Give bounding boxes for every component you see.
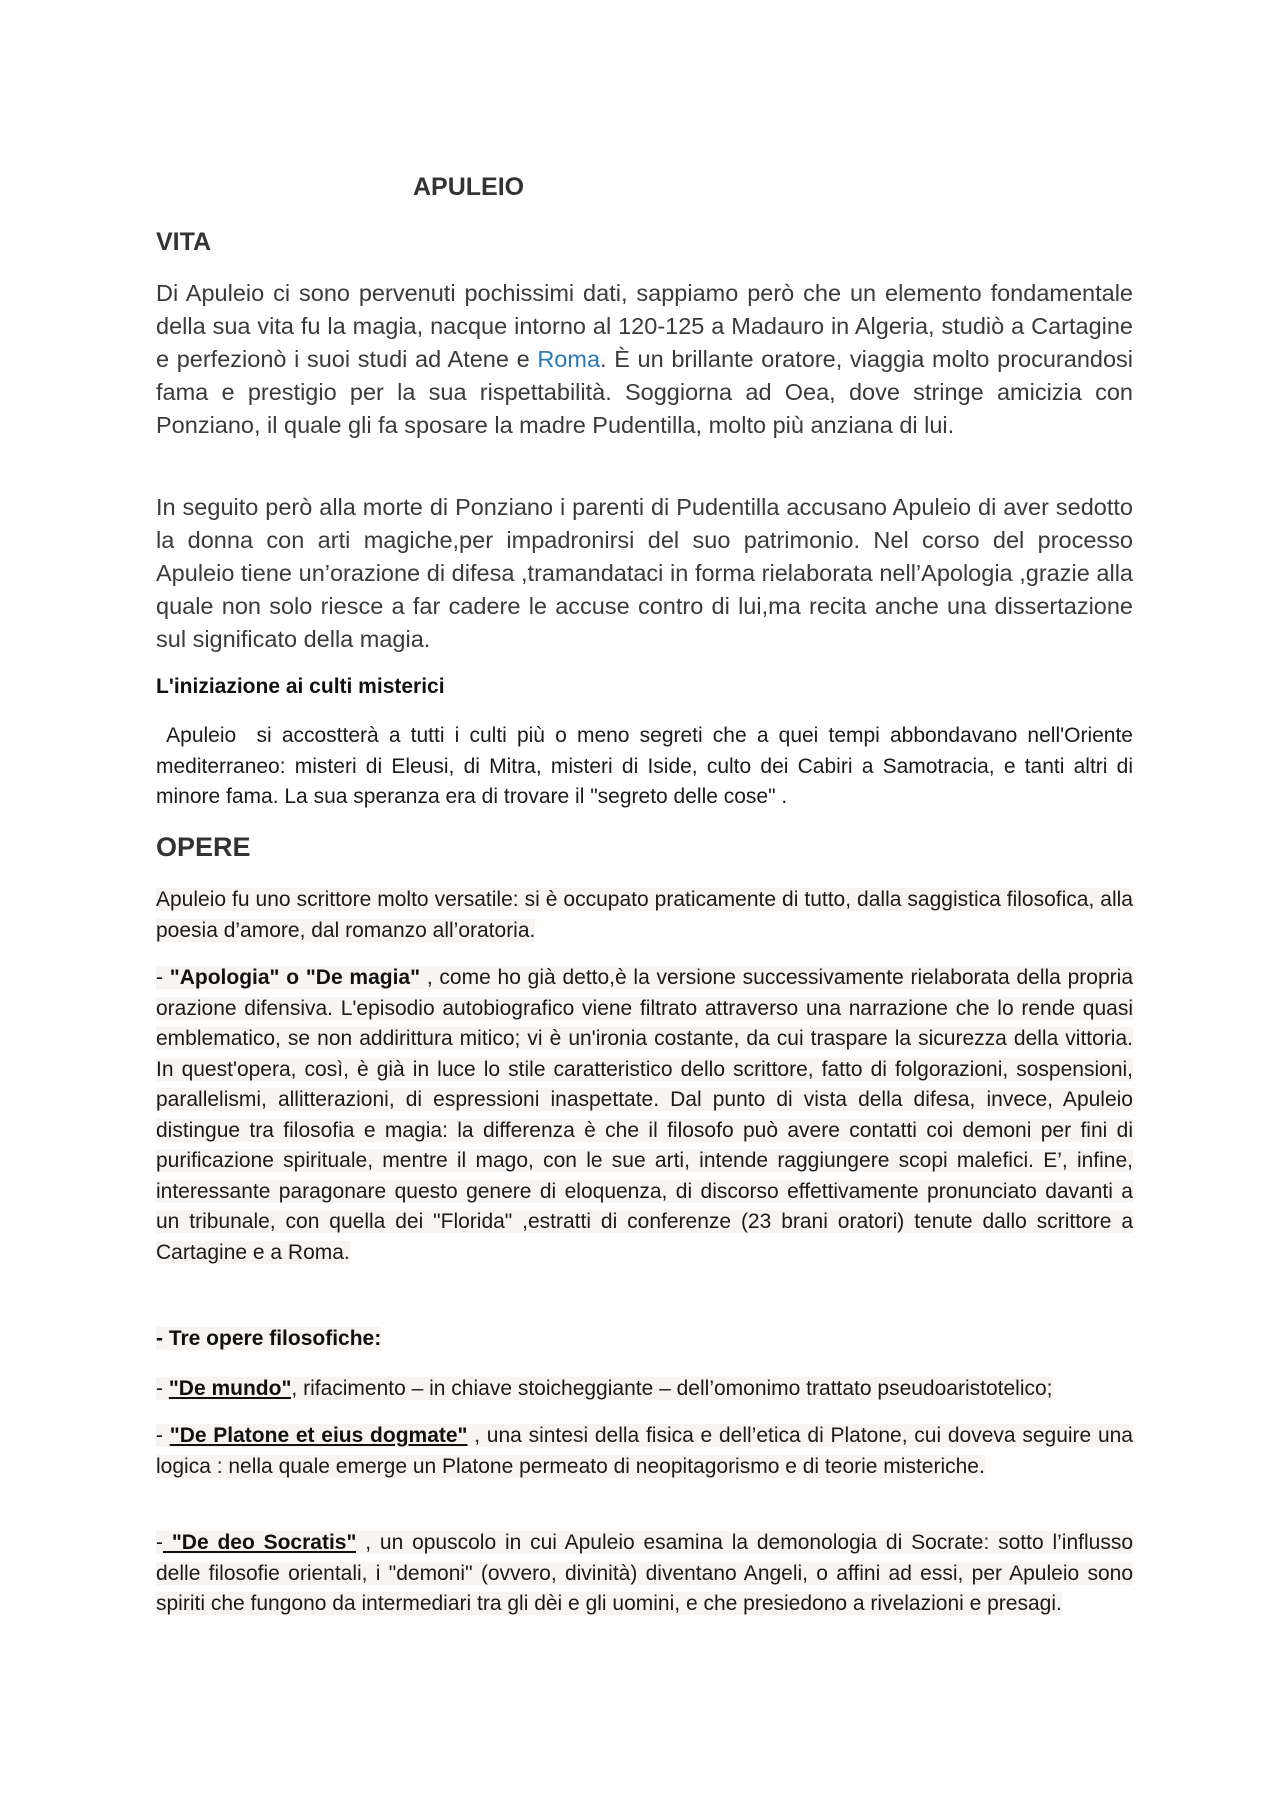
de-deo-text: , un opuscolo in cui Apuleio esamina la demonologia di Socrate: sotto l’influsso delle filosofie orientali, i "demoni" (ovvero, divinità) diventano Angeli, o affini ad essi, per Apuleio sono spiriti che fungono da intermediari tra gli dèi e gli uomini, e che presiedono a rivelazioni e presagi. <box>156 1531 1133 1615</box>
vita-paragraph-2: In seguito però alla morte di Ponziano i parenti di Pudentilla accusano Apuleio di aver sedotto la donna con arti magiche,per impadronirsi del suo patrimonio. Nel corso del processo Apuleio tiene un’orazione di difesa ,tramandataci in forma rielaborata nell’Apologia ,grazie alla quale non solo riesce a far cadere le accuse contro di lui,ma recita anche una dissertazione sul significato della magia. <box>156 494 1133 652</box>
de-deo-dash: - <box>156 1531 163 1554</box>
apologia-dash: - <box>156 966 170 989</box>
vita-p1-text: Di Apuleio ci sono pervenuti pochissimi dati, sappiamo però che un elemento fondamentale della sua vita fu la magia, nacque intorno al 120-125 a Madauro in Algeria, studiò a Cartagine e perfezionò i suoi studi ad Atene e <box>156 280 1133 372</box>
de-mundo-title: "De mundo" <box>168 1377 292 1400</box>
de-deo-paragraph <box>156 1528 1133 1620</box>
apologia-title: "Apologia" o "De magia" <box>169 966 421 989</box>
de-deo-title: "De deo Socratis" <box>163 1531 357 1554</box>
filosofiche-heading-text: - Tre opere filosofiche: <box>156 1327 382 1350</box>
vita-paragraph-1 <box>156 277 1133 442</box>
filosofiche-heading <box>156 1327 1133 1351</box>
de-platone-text: , una sintesi della fisica e dell’etica di Platone, cui doveva seguire una logica : nella quale emerge un Platone permeato di neopitagorismo e di teorie misteriche. <box>156 1424 1133 1478</box>
de-mundo-dash: - <box>156 1377 169 1400</box>
opere-intro-paragraph <box>156 885 1133 946</box>
apologia-text: , come ho già detto,è la versione successivamente rielaborata della propria orazione difensiva. L'episodio autobiografico viene filtrato attraverso una narrazione che lo rende quasi emblematico, se non addirittura mitico; vi è un'ironia costante, da cui traspare la sicurezza della vittoria. In quest'opera, così, è già in luce lo stile caratteristico dello scrittore, fatto di folgorazioni, sospensioni, parallelismi, allitterazioni, di espressioni inaspettate. Dal punto di vista della difesa, invece, Apuleio distingue tra filosofia e magia: la differenza è che il filosofo può avere contatti coi demoni per fini di purificazione spirituale, mentre il mago, con le sue arti, intende raggiungere scopi malefici. E’, infine, interessante paragonare questo genere di eloquenza, di discorso effettivamente pronunciato davanti a un tribunale, con quella dei "Florida" ,estratti di conferenze (23 brani oratori) tenute dallo scrittore a Cartagine e a Roma. <box>156 966 1133 1264</box>
section-heading-vita: VITA <box>156 228 212 256</box>
section-heading-opere: OPERE <box>156 832 251 862</box>
roma-link[interactable]: Roma <box>537 346 601 372</box>
opere-intro-text: Apuleio fu uno scrittore molto versatile: si è occupato praticamente di tutto, dalla saggistica filosofica, alla poesia d’amore, dal romanzo all’oratoria. <box>156 888 1133 942</box>
de-platone-paragraph <box>156 1421 1133 1482</box>
de-platone-title: "De Platone et eius dogmate" <box>169 1424 468 1447</box>
de-mundo-text: , rifacimento – in chiave stoicheggiante – dell’omonimo trattato pseudoaristotelico; <box>291 1377 1053 1400</box>
document-title: APULEIO <box>413 173 525 201</box>
apologia-paragraph <box>156 963 1133 1268</box>
vita-p1-text-end: . È un brillante oratore, viaggia molto procurandosi fama e prestigio per la sua rispettabilità. Soggiorna ad Oea, dove stringe amicizia con Ponziano, il quale gli fa sposare la madre Pudentilla, molto più anziana di lui. <box>156 346 1134 438</box>
iniziazione-paragraph: Apuleio si accostterà a tutti i culti più o meno segreti che a quei tempi abbondavano nell'Oriente mediterraneo: misteri di Eleusi, di Mitra, misteri di Iside, culto dei Cabiri a Samotracia, e tanti altri di minore fama. La sua speranza era di trovare il "segreto delle cose" . <box>156 724 1139 808</box>
iniziazione-heading: L'iniziazione ai culti misterici <box>156 675 445 698</box>
de-platone-dash: - <box>156 1424 170 1447</box>
de-mundo-paragraph <box>156 1374 1133 1405</box>
